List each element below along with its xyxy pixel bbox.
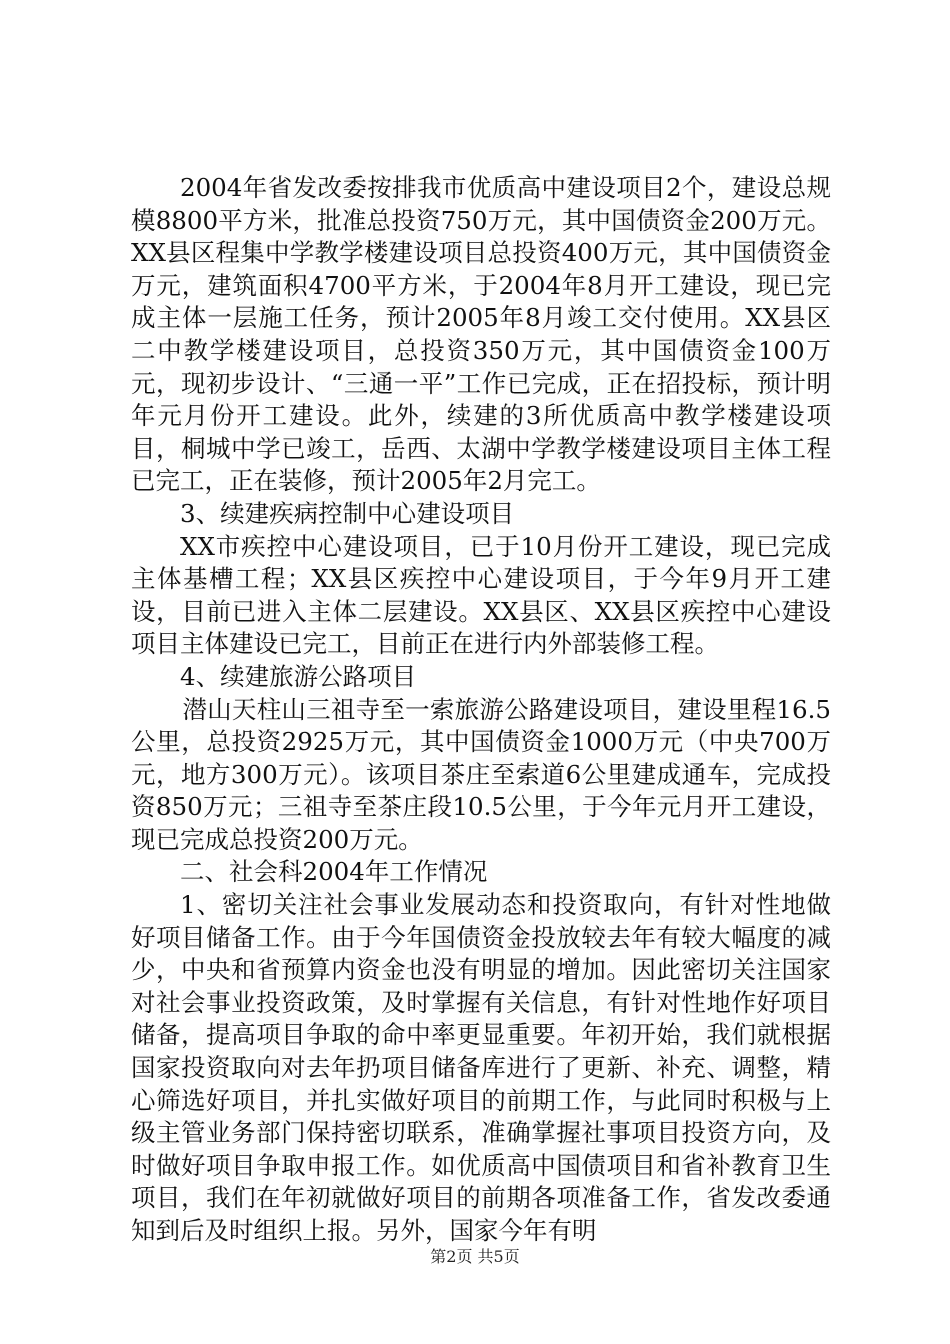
paragraph-tourism-road: 潜山天柱山三祖寺至一索旅游公路建设项目，建设里程16.5公里，总投资2925万元，其中国债资金1000万元（中央700万元，地方300万元）。该项目茶庄至索道6公里建成通车，完成投资850万元；三祖寺至茶庄段10.5公里，于今年元月开工建设，现已完成总投资200万元。 [131, 694, 831, 854]
page-footer: 第2页 共5页 [430, 1247, 520, 1266]
heading-tourism-road: 4、续建旅游公路项目 [180, 661, 417, 691]
document-body [131, 172, 831, 1248]
paragraph-school-projects: 2004年省发改委按排我市优质高中建设项目2个，建设总规模8800平方米，批准总投资750万元，其中国债资金200万元。XX县区程集中学教学楼建设项目总投资400万元，其中国债资金万元，建筑面积4700平方米，于2004年8月开工建设，现已完成主体一层施工任务，预计2005年8月竣工交付使用。XX县区二中教学楼建设项目，总投资350万元，其中国债资金100万元，现初步设计、“三通一平”工作已完成，正在招投标，预计明年元月份开工建设。此外，续建的3所优质高中教学楼建设项目，桐城中学已竣工，岳西、太湖中学教学楼建设项目主体工程已完工，正在装修，预计2005年2月完工。 [131, 173, 831, 496]
paragraph-disease-control: XX市疾控中心建设项目，已于10月份开工建设，现已完成主体基槽工程；XX县区疾控中心建设项目，于今年9月开工建设，目前已进入主体二层建设。XX县区、XX县区疾控中心建设项目主体建设已完工，目前正在进行内外部装修工程。 [131, 531, 831, 659]
paragraph-project-reserve: 1、密切关注社会事业发展动态和投资取向，有针对性地做好项目储备工作。由于今年国债资金投放较去年有较大幅度的减少，中央和省预算内资金也没有明显的增加。因此密切关注国家对社会事业投资政策，及时掌握有关信息，有针对性地作好项目储备，提高项目争取的命中率更显重要。年初开始，我们就根据国家投资取向对去年扔项目储备库进行了更新、补充、调整，精心筛选好项目，并扎实做好项目的前期工作，与此同时积极与上级主管业务部门保持密切联系，准确掌握社事项目投资方向，及时做好项目争取申报工作。如优质高中国债项目和省补教育卫生项目，我们在年初就做好项目的前期各项准备工作，省发改委通知到后及时组织上报。另外，国家今年有明 [131, 890, 831, 1245]
heading-social-section: 二、社会科2004年工作情况 [180, 857, 488, 887]
heading-disease-control: 3、续建疾病控制中心建设项目 [180, 498, 515, 528]
